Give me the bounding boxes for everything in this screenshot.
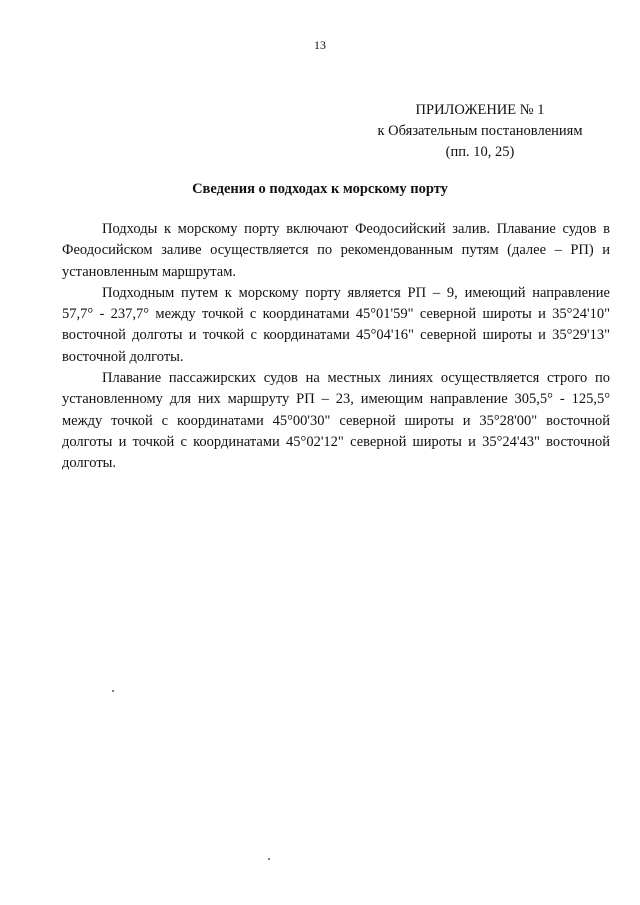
appendix-clauses: (пп. 10, 25) <box>445 144 515 160</box>
page-number: 13 <box>314 38 326 52</box>
scan-speck <box>112 690 114 692</box>
appendix-reference: к Обязательным постановлениям <box>377 123 583 139</box>
body-text <box>62 219 610 475</box>
paragraph: Подходным путем к морскому порту является РП – 9, имеющий направление 57,7° - 237,7° между точкой с координатами 45°01'59" северной широты и 35°24'10" восточной долготы и точкой с координатами 45°04'16" северной широты и 35°29'13" восточной долготы. <box>62 284 610 365</box>
paragraph: Плавание пассажирских судов на местных линиях осуществляется строго по установленному для них маршруту РП – 23, имеющим направление 305,5° - 125,5° между точкой с координатами 45°00'30" северной широты и 35°28'00" восточной долготы и точкой с координатами 45°02'12" северной широты и 35°24'43" восточной долготы. <box>62 370 610 472</box>
appendix-header <box>350 100 610 163</box>
section-heading: Сведения о подходах к морскому порту <box>192 181 448 197</box>
paragraph: Подходы к морскому порту включают Феодосийский залив. Плавание судов в Феодосийском заливе осуществляется по рекомендованным путям (далее – РП) и установленным маршрутам. <box>62 221 610 280</box>
appendix-title: ПРИЛОЖЕНИЕ № 1 <box>415 102 545 118</box>
scan-speck <box>268 858 270 860</box>
